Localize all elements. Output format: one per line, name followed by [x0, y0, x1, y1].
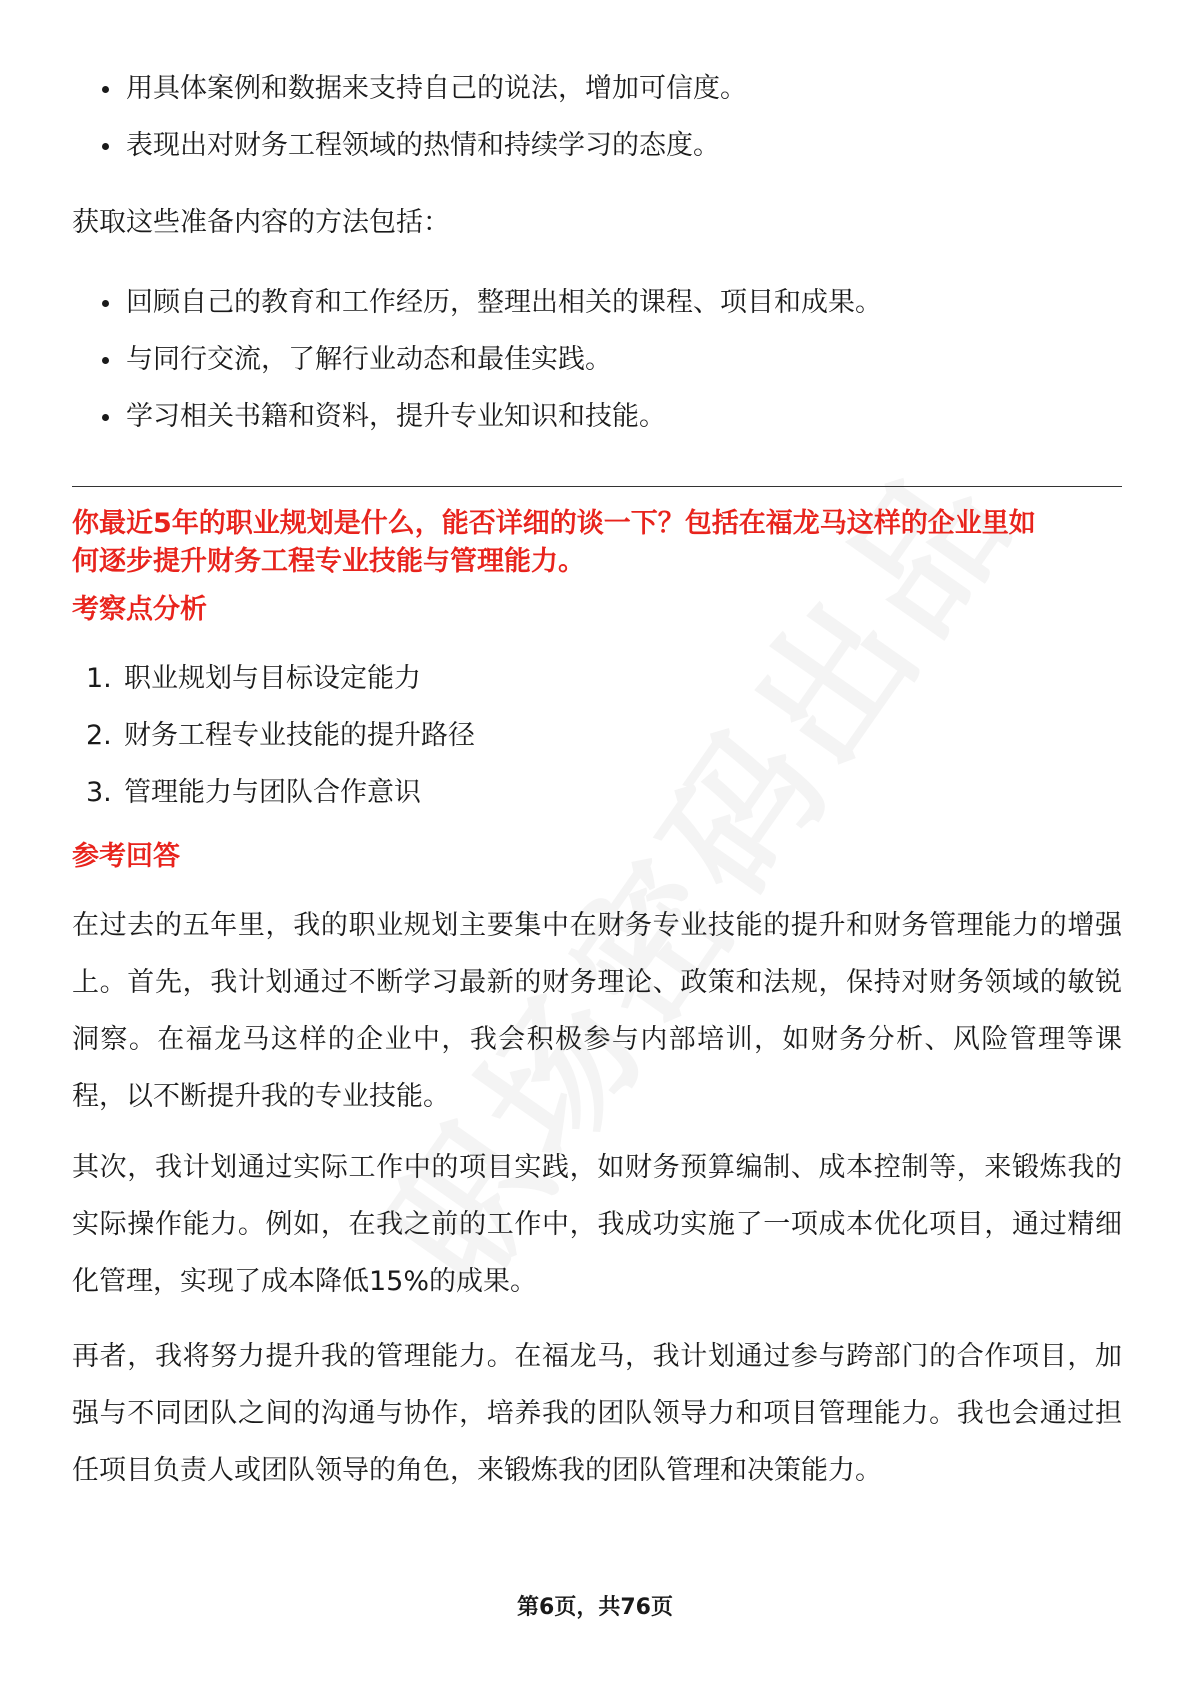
- answer-heading: 参考回答: [72, 841, 180, 872]
- point-text: 管理能力与团队合作意识: [124, 777, 421, 808]
- methods-intro: 获取这些准备内容的方法包括：: [72, 207, 450, 238]
- question-line: 你最近5年的职业规划是什么，能否详细的谈一下？包括在福龙马这样的企业里如: [72, 508, 1036, 539]
- bullet-item: 回顾自己的教育和工作经历，整理出相关的课程、项目和成果。: [72, 284, 1122, 322]
- point-number: 1.: [86, 663, 112, 694]
- question-line: 何逐步提升财务工程专业技能与管理能力。: [72, 546, 585, 577]
- analysis-heading: 考察点分析: [72, 594, 207, 625]
- bullet-item: 学习相关书籍和资料，提升专业知识和技能。: [72, 398, 1122, 436]
- analysis-point-list: [72, 660, 1122, 831]
- analysis-point: [72, 660, 1122, 698]
- answer-paragraph: 在过去的五年里，我的职业规划主要集中在财务专业技能的提升和财务管理能力的增强上。首先，我计划通过不断学习最新的财务理论、政策和法规，保持对财务领域的敏锐洞察。在福龙马这样的企业中，我会积极参与内部培训，如财务分析、风险管理等课程，以不断提升我的专业技能。: [72, 910, 1122, 1112]
- bullet-item: 与同行交流，了解行业动态和最佳实践。: [72, 341, 1122, 379]
- answer-paragraph: 其次，我计划通过实际工作中的项目实践，如财务预算编制、成本控制等，来锻炼我的实际操作能力。例如，在我之前的工作中，我成功实施了一项成本优化项目，通过精细化管理，实现了成本降低15%的成果。: [72, 1152, 1122, 1297]
- point-text: 财务工程专业技能的提升路径: [124, 720, 475, 751]
- page-footer: 第6页，共76页: [517, 1595, 673, 1620]
- method-bullet-list: [72, 284, 1122, 455]
- question-heading: [72, 505, 1122, 581]
- bullet-item: 用具体案例和数据来支持自己的说法，增加可信度。: [72, 70, 1122, 108]
- point-number: 2.: [86, 720, 112, 751]
- top-bullet-list: [72, 70, 1122, 184]
- bullet-item: 表现出对财务工程领域的热情和持续学习的态度。: [72, 127, 1122, 165]
- analysis-point: [72, 717, 1122, 755]
- section-divider: [72, 486, 1122, 487]
- point-number: 3.: [86, 777, 112, 808]
- analysis-point: [72, 774, 1122, 812]
- point-text: 职业规划与目标设定能力: [124, 663, 421, 694]
- answer-paragraph: 再者，我将努力提升我的管理能力。在福龙马，我计划通过参与跨部门的合作项目，加强与不同团队之间的沟通与协作，培养我的团队领导力和项目管理能力。我也会通过担任项目负责人或团队领导的角色，来锻炼我的团队管理和决策能力。: [72, 1341, 1122, 1486]
